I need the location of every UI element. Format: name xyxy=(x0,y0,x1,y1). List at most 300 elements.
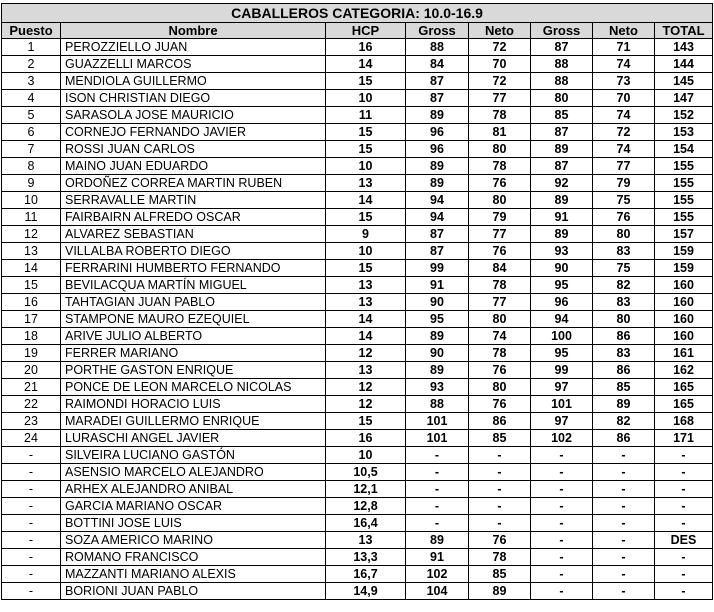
table-row xyxy=(2,447,713,464)
cell-gross-1: 84 xyxy=(406,56,469,73)
cell-neto-2: 79 xyxy=(593,175,655,192)
cell-neto-2: 82 xyxy=(593,413,655,430)
cell-name: BOTTINI JOSE LUIS xyxy=(61,515,326,532)
table-row xyxy=(2,192,713,209)
table-row xyxy=(2,243,713,260)
cell-position: - xyxy=(2,515,61,532)
cell-neto-1: 86 xyxy=(469,413,531,430)
table-row xyxy=(2,583,713,600)
cell-gross-1: 89 xyxy=(406,362,469,379)
cell-total: 154 xyxy=(655,141,713,158)
table-row xyxy=(2,260,713,277)
cell-gross-2: 88 xyxy=(531,56,593,73)
cell-total: 143 xyxy=(655,39,713,56)
cell-name: GARCIA MARIANO OSCAR xyxy=(61,498,326,515)
cell-gross-2: 99 xyxy=(531,362,593,379)
cell-neto-2: 83 xyxy=(593,345,655,362)
cell-gross-2: 87 xyxy=(531,124,593,141)
cell-gross-2: 101 xyxy=(531,396,593,413)
results-table xyxy=(1,3,713,600)
cell-gross-2: 95 xyxy=(531,345,593,362)
cell-position: 17 xyxy=(2,311,61,328)
table-row xyxy=(2,39,713,56)
cell-neto-1: - xyxy=(469,464,531,481)
cell-neto-1: 78 xyxy=(469,277,531,294)
cell-gross-1: 96 xyxy=(406,124,469,141)
cell-neto-1: 80 xyxy=(469,379,531,396)
cell-neto-1: 84 xyxy=(469,260,531,277)
cell-neto-2: 70 xyxy=(593,90,655,107)
cell-gross-1: 102 xyxy=(406,566,469,583)
cell-name: FERRER MARIANO xyxy=(61,345,326,362)
cell-gross-2: 93 xyxy=(531,243,593,260)
cell-neto-1: 70 xyxy=(469,56,531,73)
cell-neto-2: 80 xyxy=(593,226,655,243)
column-header-neto-1: Neto xyxy=(469,23,531,39)
cell-neto-1: 80 xyxy=(469,311,531,328)
cell-gross-2: 87 xyxy=(531,39,593,56)
cell-gross-1: 88 xyxy=(406,396,469,413)
cell-position: 1 xyxy=(2,39,61,56)
table-row xyxy=(2,379,713,396)
cell-neto-2: 80 xyxy=(593,311,655,328)
cell-position: 16 xyxy=(2,294,61,311)
cell-neto-1: 89 xyxy=(469,583,531,600)
cell-name: BEVILACQUA MARTÍN MIGUEL xyxy=(61,277,326,294)
cell-neto-1: 76 xyxy=(469,175,531,192)
cell-gross-1: - xyxy=(406,481,469,498)
cell-gross-1: 101 xyxy=(406,430,469,447)
cell-neto-1: 76 xyxy=(469,362,531,379)
cell-gross-1: - xyxy=(406,498,469,515)
cell-neto-2: 86 xyxy=(593,362,655,379)
cell-hcp: 12,8 xyxy=(326,498,406,515)
cell-neto-1: - xyxy=(469,481,531,498)
cell-position: 24 xyxy=(2,430,61,447)
table-row xyxy=(2,345,713,362)
table-row xyxy=(2,515,713,532)
header-row xyxy=(2,23,713,39)
table-body xyxy=(2,39,713,600)
cell-position: - xyxy=(2,447,61,464)
table-row xyxy=(2,532,713,549)
cell-neto-1: 77 xyxy=(469,294,531,311)
cell-hcp: 16,7 xyxy=(326,566,406,583)
cell-gross-1: 91 xyxy=(406,277,469,294)
cell-gross-2: 89 xyxy=(531,141,593,158)
table-row xyxy=(2,328,713,345)
cell-total: - xyxy=(655,447,713,464)
table-row xyxy=(2,362,713,379)
cell-neto-2: - xyxy=(593,532,655,549)
cell-neto-2: - xyxy=(593,566,655,583)
cell-neto-2: 85 xyxy=(593,379,655,396)
cell-gross-2: - xyxy=(531,447,593,464)
cell-total: 160 xyxy=(655,277,713,294)
table-row xyxy=(2,311,713,328)
table-row xyxy=(2,413,713,430)
cell-position: - xyxy=(2,498,61,515)
cell-name: ARIVE JULIO ALBERTO xyxy=(61,328,326,345)
cell-gross-1: 87 xyxy=(406,243,469,260)
cell-neto-2: - xyxy=(593,481,655,498)
cell-gross-1: 87 xyxy=(406,73,469,90)
cell-gross-2: 91 xyxy=(531,209,593,226)
column-header-total: TOTAL xyxy=(655,23,713,39)
cell-gross-1: 96 xyxy=(406,141,469,158)
cell-name: ROSSI JUAN CARLOS xyxy=(61,141,326,158)
cell-neto-2: 89 xyxy=(593,396,655,413)
cell-name: PONCE DE LEON MARCELO NICOLAS xyxy=(61,379,326,396)
table-row xyxy=(2,277,713,294)
cell-hcp: 15 xyxy=(326,260,406,277)
table-row xyxy=(2,107,713,124)
cell-gross-1: - xyxy=(406,515,469,532)
cell-total: - xyxy=(655,481,713,498)
cell-position: 10 xyxy=(2,192,61,209)
cell-neto-2: 76 xyxy=(593,209,655,226)
table-row xyxy=(2,124,713,141)
cell-name: MARADEI GUILLERMO ENRIQUE xyxy=(61,413,326,430)
cell-neto-2: - xyxy=(593,549,655,566)
column-header-gross-1: Gross xyxy=(406,23,469,39)
table-row xyxy=(2,158,713,175)
cell-total: 155 xyxy=(655,192,713,209)
cell-name: VILLALBA ROBERTO DIEGO xyxy=(61,243,326,260)
cell-position: 4 xyxy=(2,90,61,107)
cell-gross-2: 89 xyxy=(531,192,593,209)
cell-name: LURASCHI ANGEL JAVIER xyxy=(61,430,326,447)
cell-neto-1: 76 xyxy=(469,532,531,549)
cell-gross-2: - xyxy=(531,583,593,600)
cell-position: 18 xyxy=(2,328,61,345)
cell-gross-2: 97 xyxy=(531,413,593,430)
cell-position: 21 xyxy=(2,379,61,396)
cell-gross-1: 99 xyxy=(406,260,469,277)
cell-neto-2: - xyxy=(593,447,655,464)
cell-gross-2: 100 xyxy=(531,328,593,345)
cell-name: PEROZZIELLO JUAN xyxy=(61,39,326,56)
cell-neto-2: 74 xyxy=(593,56,655,73)
cell-total: 155 xyxy=(655,209,713,226)
cell-neto-1: 76 xyxy=(469,396,531,413)
table-row xyxy=(2,498,713,515)
table-row xyxy=(2,226,713,243)
cell-position: 11 xyxy=(2,209,61,226)
cell-total: 160 xyxy=(655,328,713,345)
cell-neto-2: 86 xyxy=(593,430,655,447)
cell-hcp: 14,9 xyxy=(326,583,406,600)
cell-total: 153 xyxy=(655,124,713,141)
cell-gross-2: 94 xyxy=(531,311,593,328)
table-row xyxy=(2,90,713,107)
cell-gross-1: 89 xyxy=(406,158,469,175)
cell-position: 22 xyxy=(2,396,61,413)
cell-gross-2: 89 xyxy=(531,226,593,243)
cell-total: 160 xyxy=(655,294,713,311)
table-row xyxy=(2,294,713,311)
cell-total: 161 xyxy=(655,345,713,362)
cell-hcp: 12 xyxy=(326,396,406,413)
cell-neto-1: 78 xyxy=(469,158,531,175)
cell-name: SERRAVALLE MARTIN xyxy=(61,192,326,209)
cell-neto-1: 80 xyxy=(469,141,531,158)
cell-name: SARASOLA JOSE MAURICIO xyxy=(61,107,326,124)
cell-gross-2: 92 xyxy=(531,175,593,192)
table-row xyxy=(2,56,713,73)
cell-name: ROMANO FRANCISCO xyxy=(61,549,326,566)
cell-total: DES xyxy=(655,532,713,549)
cell-name: TAHTAGIAN JUAN PABLO xyxy=(61,294,326,311)
cell-neto-2: 83 xyxy=(593,294,655,311)
cell-gross-2: 80 xyxy=(531,90,593,107)
cell-gross-1: 87 xyxy=(406,90,469,107)
cell-neto-1: 79 xyxy=(469,209,531,226)
cell-gross-1: 89 xyxy=(406,328,469,345)
table-row xyxy=(2,73,713,90)
cell-gross-2: - xyxy=(531,515,593,532)
cell-total: 157 xyxy=(655,226,713,243)
cell-neto-1: 72 xyxy=(469,39,531,56)
cell-hcp: 15 xyxy=(326,209,406,226)
cell-name: ORDOÑEZ CORREA MARTIN RUBEN xyxy=(61,175,326,192)
cell-neto-1: 72 xyxy=(469,73,531,90)
cell-position: 19 xyxy=(2,345,61,362)
cell-gross-2: - xyxy=(531,498,593,515)
cell-gross-2: 97 xyxy=(531,379,593,396)
cell-neto-2: - xyxy=(593,583,655,600)
cell-neto-2: 72 xyxy=(593,124,655,141)
cell-gross-2: 85 xyxy=(531,107,593,124)
cell-position: - xyxy=(2,464,61,481)
cell-gross-2: - xyxy=(531,566,593,583)
cell-neto-2: 82 xyxy=(593,277,655,294)
cell-neto-1: 74 xyxy=(469,328,531,345)
cell-gross-1: 89 xyxy=(406,107,469,124)
cell-neto-2: 75 xyxy=(593,192,655,209)
cell-neto-2: 73 xyxy=(593,73,655,90)
cell-neto-1: 76 xyxy=(469,243,531,260)
cell-neto-2: 71 xyxy=(593,39,655,56)
cell-name: FERRARINI HUMBERTO FERNANDO xyxy=(61,260,326,277)
cell-gross-2: 102 xyxy=(531,430,593,447)
column-header-neto-2: Neto xyxy=(593,23,655,39)
cell-name: PORTHE GASTON ENRIQUE xyxy=(61,362,326,379)
cell-name: ASENSIO MARCELO ALEJANDRO xyxy=(61,464,326,481)
table-row xyxy=(2,396,713,413)
cell-position: 20 xyxy=(2,362,61,379)
cell-total: - xyxy=(655,498,713,515)
cell-total: 160 xyxy=(655,311,713,328)
cell-gross-2: - xyxy=(531,532,593,549)
cell-position: 3 xyxy=(2,73,61,90)
cell-total: - xyxy=(655,549,713,566)
cell-position: 23 xyxy=(2,413,61,430)
cell-hcp: 15 xyxy=(326,124,406,141)
table-row xyxy=(2,549,713,566)
cell-total: 155 xyxy=(655,158,713,175)
cell-hcp: 14 xyxy=(326,56,406,73)
cell-hcp: 13 xyxy=(326,362,406,379)
cell-position: - xyxy=(2,481,61,498)
cell-neto-2: 75 xyxy=(593,260,655,277)
cell-hcp: 10 xyxy=(326,243,406,260)
cell-neto-2: 74 xyxy=(593,107,655,124)
cell-position: 15 xyxy=(2,277,61,294)
cell-name: CORNEJO FERNANDO JAVIER xyxy=(61,124,326,141)
cell-neto-1: - xyxy=(469,498,531,515)
cell-hcp: 12 xyxy=(326,345,406,362)
cell-neto-1: - xyxy=(469,515,531,532)
cell-position: 9 xyxy=(2,175,61,192)
cell-hcp: 12 xyxy=(326,379,406,396)
cell-gross-1: 89 xyxy=(406,532,469,549)
table-row xyxy=(2,481,713,498)
cell-total: - xyxy=(655,515,713,532)
cell-gross-1: 87 xyxy=(406,226,469,243)
cell-gross-1: 91 xyxy=(406,549,469,566)
cell-gross-1: 101 xyxy=(406,413,469,430)
cell-total: 159 xyxy=(655,243,713,260)
cell-gross-2: - xyxy=(531,481,593,498)
cell-position: - xyxy=(2,532,61,549)
cell-hcp: 10 xyxy=(326,90,406,107)
cell-gross-2: - xyxy=(531,549,593,566)
cell-gross-2: - xyxy=(531,464,593,481)
table-row xyxy=(2,464,713,481)
cell-total: 168 xyxy=(655,413,713,430)
cell-neto-1: 77 xyxy=(469,90,531,107)
cell-position: 2 xyxy=(2,56,61,73)
cell-hcp: 13 xyxy=(326,175,406,192)
cell-total: 171 xyxy=(655,430,713,447)
cell-neto-1: 77 xyxy=(469,226,531,243)
cell-total: 152 xyxy=(655,107,713,124)
cell-hcp: 13 xyxy=(326,277,406,294)
cell-neto-1: - xyxy=(469,447,531,464)
table-title: CABALLEROS CATEGORIA: 10.0-16.9 xyxy=(2,4,713,23)
cell-neto-1: 78 xyxy=(469,345,531,362)
table-row xyxy=(2,141,713,158)
table-row xyxy=(2,209,713,226)
cell-gross-2: 87 xyxy=(531,158,593,175)
cell-name: MAZZANTI MARIANO ALEXIS xyxy=(61,566,326,583)
cell-neto-2: - xyxy=(593,464,655,481)
cell-total: 144 xyxy=(655,56,713,73)
column-header-hcp: HCP xyxy=(326,23,406,39)
cell-total: 147 xyxy=(655,90,713,107)
cell-total: 145 xyxy=(655,73,713,90)
cell-name: SILVEIRA LUCIANO GASTÓN xyxy=(61,447,326,464)
cell-hcp: 9 xyxy=(326,226,406,243)
table-row xyxy=(2,566,713,583)
cell-hcp: 16 xyxy=(326,430,406,447)
cell-name: SOZA AMERICO MARINO xyxy=(61,532,326,549)
cell-gross-1: 94 xyxy=(406,192,469,209)
cell-total: 155 xyxy=(655,175,713,192)
cell-hcp: 10 xyxy=(326,158,406,175)
cell-position: 14 xyxy=(2,260,61,277)
cell-hcp: 13,3 xyxy=(326,549,406,566)
cell-total: 162 xyxy=(655,362,713,379)
cell-neto-1: 85 xyxy=(469,430,531,447)
cell-name: ALVAREZ SEBASTIAN xyxy=(61,226,326,243)
cell-neto-1: 78 xyxy=(469,107,531,124)
cell-gross-1: 104 xyxy=(406,583,469,600)
cell-name: FAIRBAIRN ALFREDO OSCAR xyxy=(61,209,326,226)
cell-name: GUAZZELLI MARCOS xyxy=(61,56,326,73)
cell-name: STAMPONE MAURO EZEQUIEL xyxy=(61,311,326,328)
cell-name: ARHEX ALEJANDRO ANIBAL xyxy=(61,481,326,498)
cell-hcp: 14 xyxy=(326,311,406,328)
cell-position: 13 xyxy=(2,243,61,260)
cell-hcp: 15 xyxy=(326,141,406,158)
cell-name: ISON CHRISTIAN DIEGO xyxy=(61,90,326,107)
cell-position: - xyxy=(2,583,61,600)
cell-hcp: 10 xyxy=(326,447,406,464)
cell-position: 5 xyxy=(2,107,61,124)
cell-gross-1: 89 xyxy=(406,175,469,192)
cell-hcp: 13 xyxy=(326,532,406,549)
cell-gross-1: 88 xyxy=(406,39,469,56)
cell-gross-1: - xyxy=(406,447,469,464)
cell-total: 159 xyxy=(655,260,713,277)
cell-gross-1: 90 xyxy=(406,345,469,362)
cell-neto-2: - xyxy=(593,498,655,515)
cell-gross-1: 95 xyxy=(406,311,469,328)
cell-total: - xyxy=(655,464,713,481)
cell-gross-2: 88 xyxy=(531,73,593,90)
cell-hcp: 16 xyxy=(326,39,406,56)
cell-neto-1: 81 xyxy=(469,124,531,141)
cell-gross-1: 94 xyxy=(406,209,469,226)
cell-gross-2: 95 xyxy=(531,277,593,294)
cell-gross-2: 90 xyxy=(531,260,593,277)
cell-neto-2: 77 xyxy=(593,158,655,175)
cell-neto-1: 85 xyxy=(469,566,531,583)
column-header-position: Puesto xyxy=(2,23,61,39)
cell-position: - xyxy=(2,549,61,566)
column-header-name: Nombre xyxy=(61,23,326,39)
cell-name: BORIONI JUAN PABLO xyxy=(61,583,326,600)
cell-position: 7 xyxy=(2,141,61,158)
cell-neto-2: 86 xyxy=(593,328,655,345)
column-header-gross-2: Gross xyxy=(531,23,593,39)
table-row xyxy=(2,175,713,192)
cell-gross-2: 96 xyxy=(531,294,593,311)
cell-position: 8 xyxy=(2,158,61,175)
cell-name: MENDIOLA GUILLERMO xyxy=(61,73,326,90)
cell-position: 6 xyxy=(2,124,61,141)
cell-position: - xyxy=(2,566,61,583)
cell-total: - xyxy=(655,583,713,600)
cell-hcp: 14 xyxy=(326,192,406,209)
cell-neto-2: 83 xyxy=(593,243,655,260)
cell-gross-1: 90 xyxy=(406,294,469,311)
cell-gross-1: 93 xyxy=(406,379,469,396)
cell-neto-1: 80 xyxy=(469,192,531,209)
cell-hcp: 15 xyxy=(326,413,406,430)
table-row xyxy=(2,430,713,447)
cell-hcp: 14 xyxy=(326,328,406,345)
cell-hcp: 13 xyxy=(326,294,406,311)
cell-hcp: 10,5 xyxy=(326,464,406,481)
cell-neto-1: 78 xyxy=(469,549,531,566)
cell-neto-2: 74 xyxy=(593,141,655,158)
cell-gross-1: - xyxy=(406,464,469,481)
cell-name: RAIMONDI HORACIO LUIS xyxy=(61,396,326,413)
cell-hcp: 11 xyxy=(326,107,406,124)
